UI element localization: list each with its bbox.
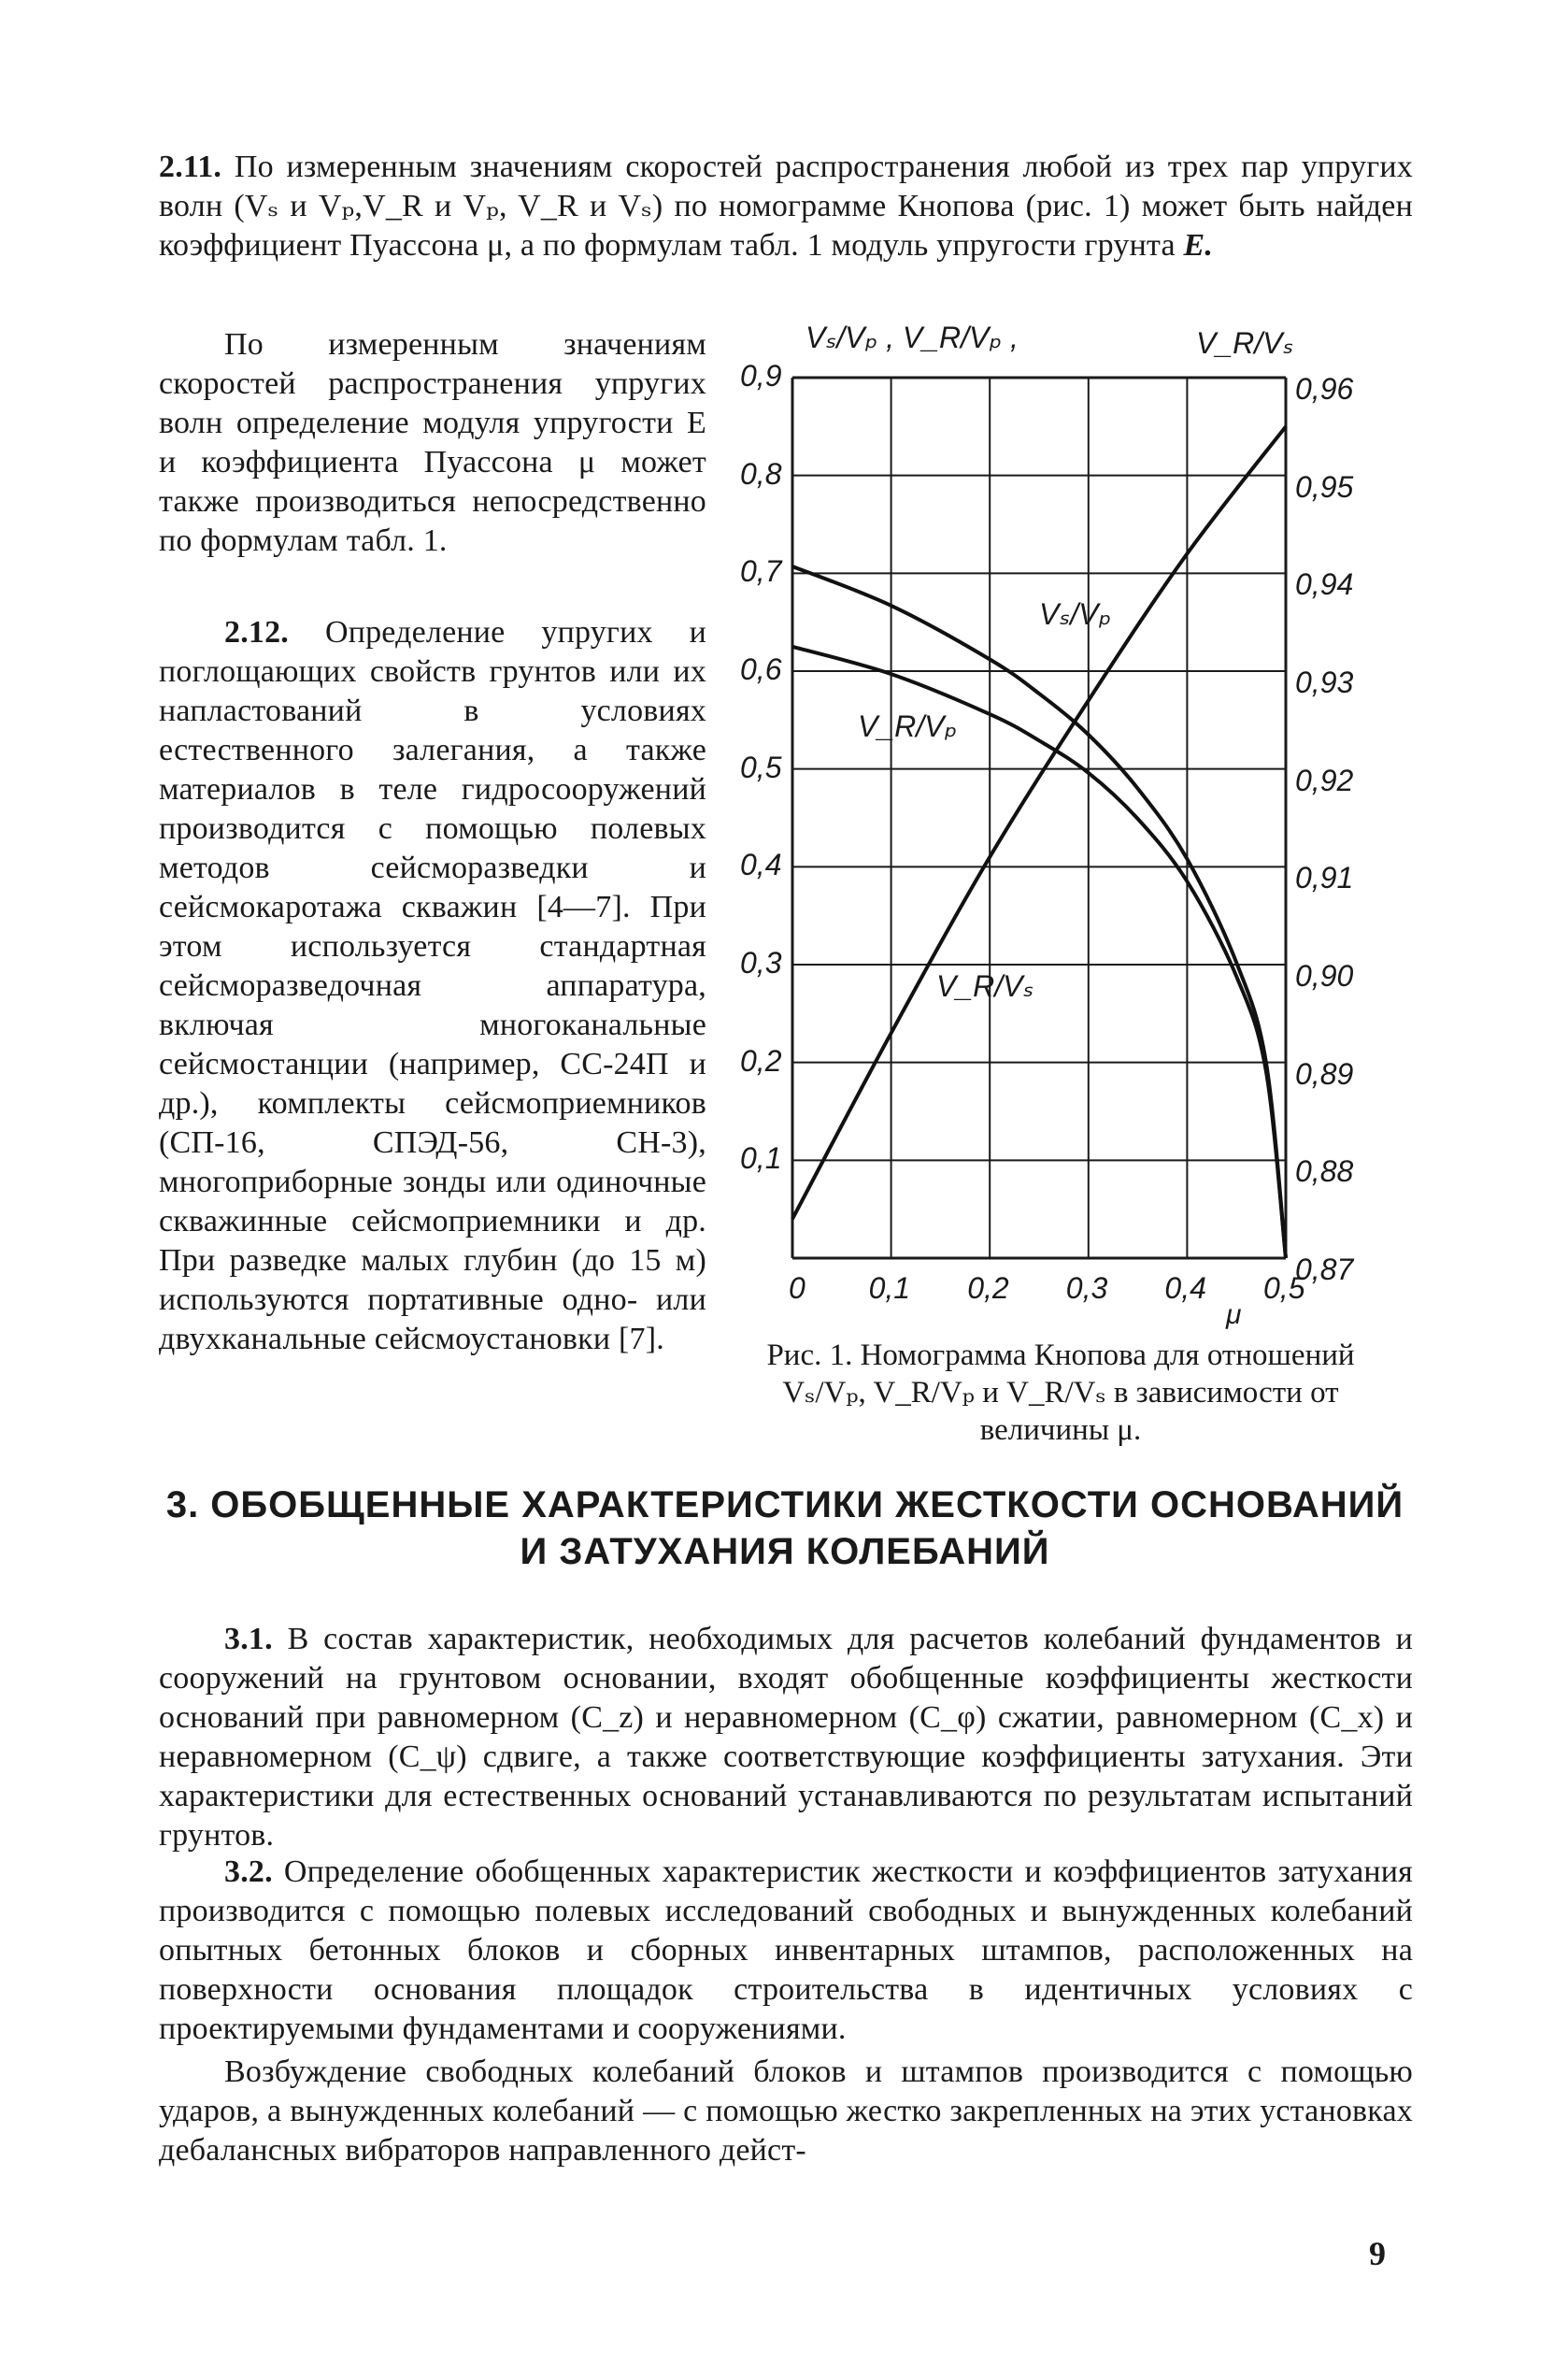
left-axis-tick-label: 0,6	[740, 652, 782, 686]
chart-curves	[792, 426, 1286, 1258]
paragraph-text: Определение упругих и поглощающих свойств грунтов или их напластований в условиях естественного залегания, а также материалов в теле гидросооружений производится с помощью полевых методов сейсморазведки и сейсмокаротажа скважин [4—7]. При этом используется стандартная сейсморазведочная аппаратура, включая многоканальные сейсмостанции (например, СС-24П и др.), комплекты сейсмоприемников (СП-16, СПЭД-56, СН-3), многоприборные зонды или одиночные скважинные сейсмоприемники и др. При разведке малых глубин (до 15 м) используются портативные одно- или двухканальные сейсмоустановки [7].	[159, 615, 706, 1356]
left-axis-tick-label: 0,8	[740, 456, 782, 491]
left-axis-tick-label: 0,5	[740, 750, 782, 784]
left-axis-tick-label: 0,4	[740, 848, 782, 882]
chart-grid	[792, 378, 1286, 1258]
paragraph-text: В состав характеристик, необходимых для расчетов колебаний фундаментов и сооружений на грунтовом основании, входят обобщенные коэффициенты жесткости оснований при равномерном (C_z) и неравномерном (C_φ) сжатии, равномерном (C_x) и неравномерном (C_ψ) сдвиге, а также соответствующие коэффициенты затухания. Эти характеристики для естественных оснований устанавливаются по результатам испытаний грунтов.	[159, 1622, 1414, 1853]
paragraph-2-11-continued: По измеренным значениям скоростей распространения упругих волн определение модуля упругости E и коэффициента Пуассона μ может также производиться непосредственно по формулам табл. 1.	[159, 327, 706, 558]
section-title: 3. ОБОБЩЕННЫЕ ХАРАКТЕРИСТИКИ ЖЕСТКОСТИ ОСНОВАНИЙ И ЗАТУХАНИЯ КОЛЕБАНИЙ	[165, 1484, 1404, 1572]
left-axis-title: Vₛ/Vₚ , V_R/Vₚ ,	[805, 321, 1019, 354]
x-axis-tick-label: 0,2	[967, 1271, 1009, 1305]
right-axis-tick-label: 0,88	[1295, 1154, 1354, 1189]
page-number: 9	[1369, 2235, 1386, 2272]
right-axis-tick-label: 0,96	[1295, 372, 1354, 406]
x-axis-tick-label: 0	[789, 1271, 805, 1305]
x-axis-label: μ	[1226, 1299, 1242, 1330]
paragraph-excitation: Возбуждение свободных колебаний блоков и штампов производится с помощью ударов, а вынужденных колебаний — с помощью жестко закрепленных на этих установках дебалансных вибраторов направленного дейст-	[159, 2054, 1413, 2168]
paragraph-number: 3.2.	[224, 1854, 273, 1889]
right-axis-tick-label: 0,87	[1295, 1253, 1354, 1286]
right-axis-title: V_R/Vₛ	[1196, 326, 1294, 360]
x-axis-tick-label: 0,3	[1065, 1271, 1108, 1305]
paragraph-number: 2.12.	[224, 615, 289, 650]
paragraph-text: По измеренным значениям скоростей распространения любой из трех пар упругих волн (Vₛ и Vₚ,V_R и Vₚ, V_R и Vₛ) по номограмме Кнопова (рис. 1) может быть найден коэффициент Пуассона μ, а по формулам табл. 1 модуль упругости грунта	[159, 150, 1414, 263]
curve-label-vr-vs: V_R/Vₛ	[936, 969, 1034, 1003]
right-axis-tick-label: 0,93	[1295, 666, 1354, 699]
left-axis-tick-label: 0,7	[740, 554, 782, 589]
paragraph-text: Определение обобщенных характеристик жесткости и коэффициентов затухания производится с помощью полевых исследований свободных и вынужденных колебаний опытных бетонных блоков и сборных инвентарных штампов, расположенных на поверхности основания площадок строительства в идентичных условиях с проектируемыми фундаментами и сооружениями.	[159, 1854, 1413, 2046]
paragraph-3-2	[159, 1853, 1413, 2049]
x-axis-tick-label: 0,5	[1263, 1271, 1305, 1305]
right-axis-tick-label: 0,95	[1295, 469, 1354, 504]
paragraph-number: 3.1.	[224, 1622, 273, 1656]
right-axis-tick-label: 0,94	[1295, 567, 1354, 602]
modulus-symbol: E.	[1183, 228, 1214, 263]
curve-series-3	[792, 426, 1286, 1219]
x-axis-tick-label: 0,1	[868, 1271, 911, 1305]
paragraph-3-1	[159, 1620, 1413, 1855]
left-axis-tick-label: 0,3	[740, 946, 782, 980]
left-axis-tick-label: 0,2	[740, 1043, 782, 1078]
right-axis-tick-label: 0,92	[1295, 763, 1354, 797]
curve-label-vr-vp: V_R/Vₚ	[858, 709, 958, 743]
paragraph-number: 2.11.	[159, 150, 222, 184]
left-axis-tick-label: 0,1	[740, 1141, 782, 1176]
left-axis-tick-label: 0,9	[740, 359, 782, 393]
x-axis-tick-label: 0,4	[1164, 1271, 1206, 1305]
right-axis-tick-label: 0,91	[1295, 861, 1354, 895]
right-axis-tick-label: 0,89	[1295, 1056, 1354, 1091]
figure-caption: Рис. 1. Номограмма Кнопова для отношений Vₛ/Vₚ, V_R/Vₚ и V_R/Vₛ в зависимости от величины μ.	[766, 1338, 1355, 1447]
curve-label-vs-vp: Vₛ/Vₚ	[1039, 597, 1112, 631]
right-axis-tick-label: 0,90	[1295, 959, 1354, 993]
